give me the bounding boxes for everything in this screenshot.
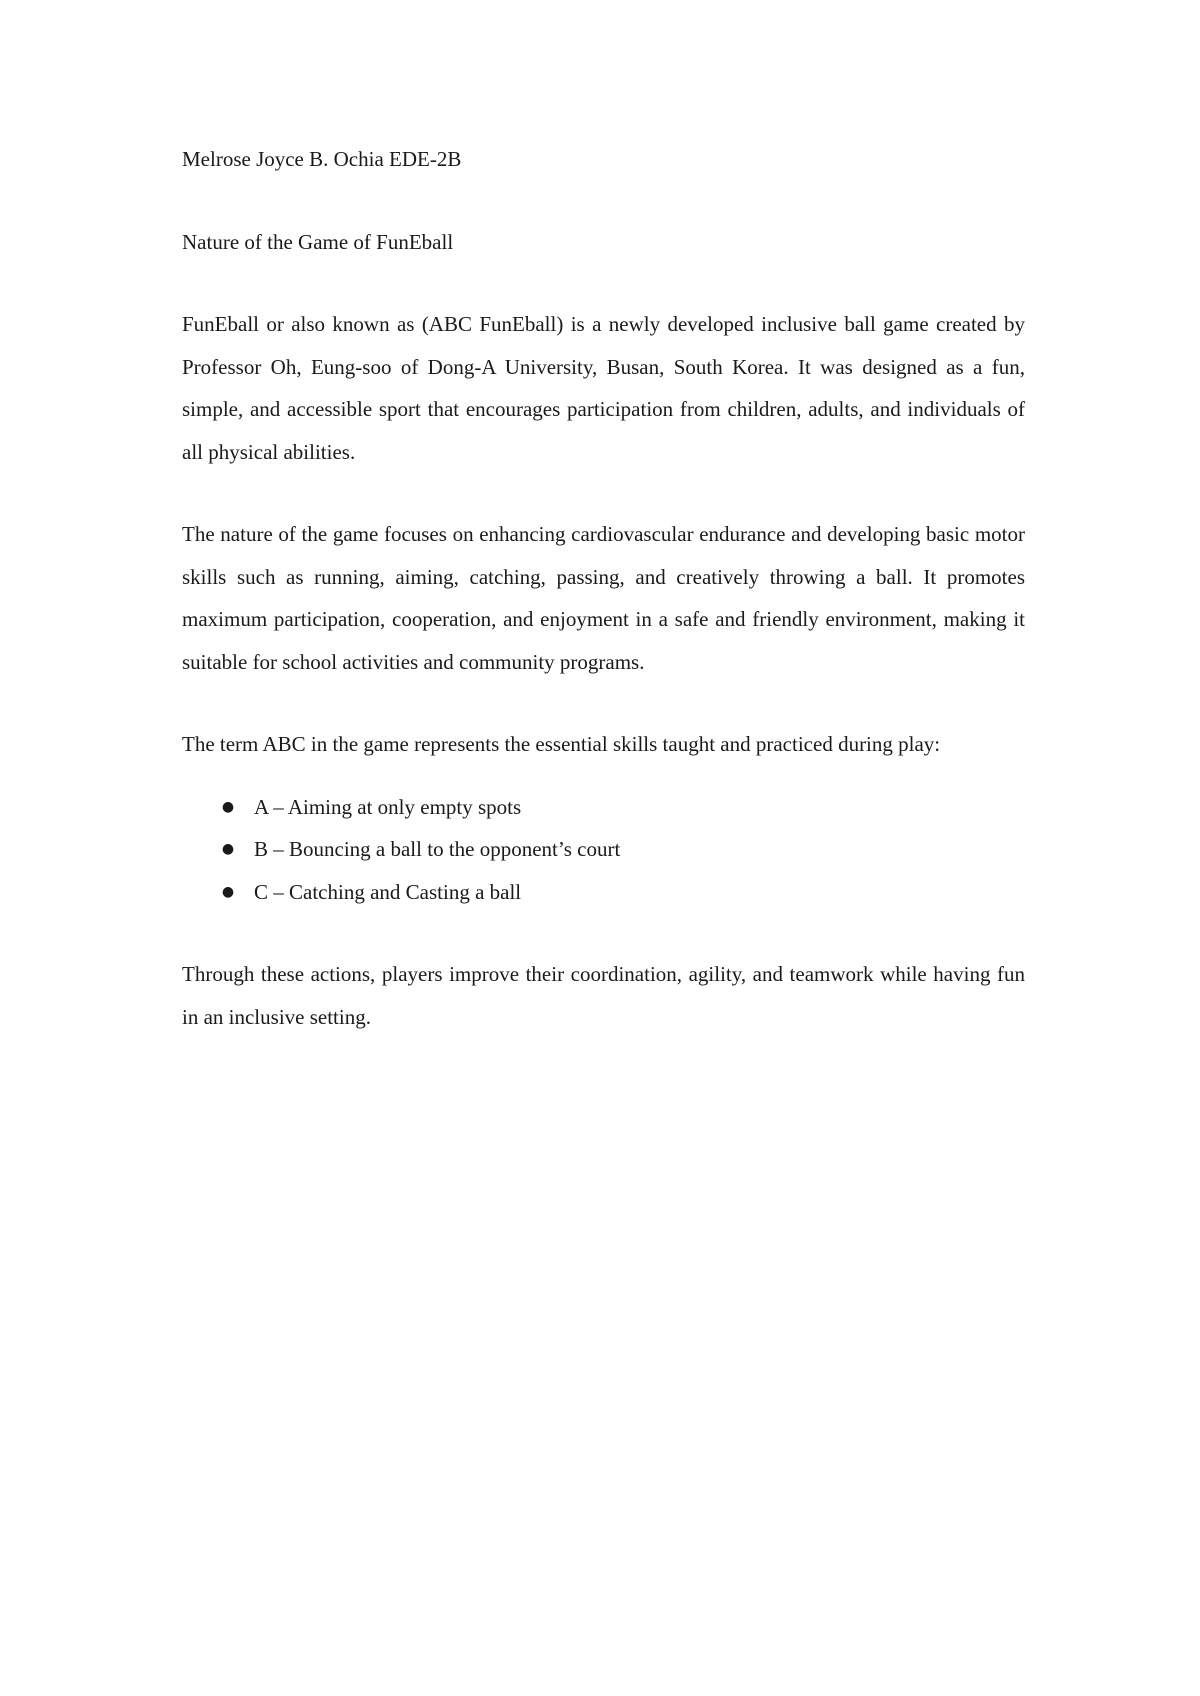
paragraph-abc-term: The term ABC in the game represents the essential skills taught and practiced during play: [182, 732, 941, 756]
paragraph-intro: FunEball or also known as (ABC FunEball) is a newly developed inclusive ball game created by Professor Oh, Eung-soo of Dong-A University, Busan, South Korea. It was designed as a fun, simple, and accessible sport that encourages participation from children, adults, and individuals of all physical abilities. [182, 312, 1025, 464]
list-item-text: C – Catching and Casting a ball [254, 879, 522, 904]
abc-skills-list [182, 786, 1025, 914]
author-line: Melrose Joyce B. Ochia EDE-2B [182, 147, 462, 171]
list-item-text: B – Bouncing a ball to the opponent’s court [254, 837, 621, 861]
bullet-icon: ● [221, 883, 235, 900]
paragraph-nature: The nature of the game focuses on enhancing cardiovascular endurance and developing basic motor skills such as running, aiming, catching, passing, and creatively throwing a ball. It promotes maximum participation, cooperation, and enjoyment in a safe and friendly environment, making it suitable for school activities and community programs. [182, 522, 1025, 674]
list-item [182, 871, 1025, 914]
list-item-text: A – Aiming at only empty spots [254, 794, 522, 819]
document-page [182, 138, 1025, 1038]
list-item [182, 828, 1025, 871]
bullet-icon: ● [221, 798, 235, 815]
paragraph-closing: Through these actions, players improve their coordination, agility, and teamwork while having fun in an inclusive setting. [182, 962, 1025, 1029]
bullet-icon: ● [221, 841, 235, 857]
list-item [182, 786, 1025, 829]
document-title: Nature of the Game of FunEball [182, 229, 454, 254]
